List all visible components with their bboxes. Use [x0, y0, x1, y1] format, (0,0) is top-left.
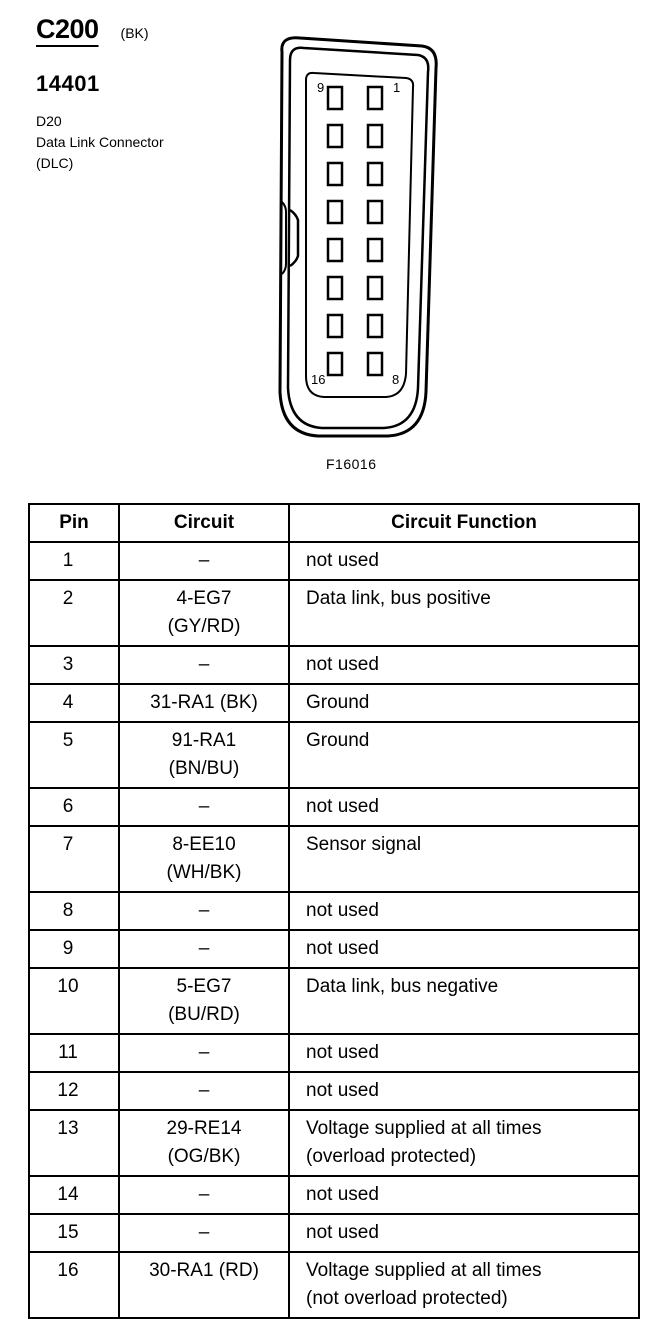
connector-diagram: [260, 30, 450, 450]
pin-socket: [328, 125, 342, 147]
circuit-line: –: [198, 550, 210, 571]
circuit-cell: [119, 1072, 289, 1110]
table-row: [29, 892, 639, 930]
pin-number-cell: 7: [29, 826, 119, 892]
connector-face-drawing: [260, 30, 450, 450]
circuit-cell: [119, 968, 289, 1034]
pin-sockets-right-column: [368, 87, 382, 375]
pin-label-1: 1: [393, 80, 401, 95]
pin-number-cell: 10: [29, 968, 119, 1034]
description-line: D20: [36, 113, 62, 129]
pin-socket: [368, 353, 382, 375]
table-header-row: [29, 504, 639, 542]
connector-key-notch-outer: [282, 202, 286, 274]
pin-socket: [328, 277, 342, 299]
connector-title-row: [36, 14, 286, 45]
connector-inner-cavity: [306, 73, 413, 397]
pin-socket: [328, 201, 342, 223]
pin-number-cell: 15: [29, 1214, 119, 1252]
circuit-cell: [119, 1214, 289, 1252]
circuit-cell: [119, 826, 289, 892]
circuit-cell: [119, 722, 289, 788]
function-line: Data link, bus positive: [306, 588, 491, 609]
circuit-function-cell: [289, 646, 639, 684]
circuit-function-cell: [289, 968, 639, 1034]
pin-socket: [368, 125, 382, 147]
function-line: (not overload protected): [306, 1288, 508, 1309]
connector-header: [36, 14, 286, 174]
pin-socket: [328, 87, 342, 109]
circuit-line: 8-EE10: [172, 834, 236, 855]
circuit-cell: [119, 1034, 289, 1072]
function-line: Voltage supplied at all times: [306, 1118, 542, 1139]
table-row: [29, 1214, 639, 1252]
table-row: [29, 1176, 639, 1214]
circuit-line: –: [198, 1080, 210, 1101]
table-row: [29, 542, 639, 580]
header-circuit: Circuit: [119, 504, 289, 542]
circuit-line: 4-EG7: [176, 588, 232, 609]
table-row: [29, 684, 639, 722]
function-line: not used: [306, 1184, 379, 1205]
circuit-line: 30-RA1 (RD): [149, 1260, 259, 1281]
pin-number-cell: 4: [29, 684, 119, 722]
connector-middle-shell: [288, 48, 428, 428]
connector-key-notch: [290, 210, 298, 266]
pin-label-16: 16: [311, 372, 326, 387]
circuit-function-cell: [289, 1176, 639, 1214]
circuit-cell: [119, 1176, 289, 1214]
circuit-cell: [119, 542, 289, 580]
circuit-function-cell: [289, 1072, 639, 1110]
pin-number-cell: 6: [29, 788, 119, 826]
circuit-cell: [119, 930, 289, 968]
pin-number-cell: 1: [29, 542, 119, 580]
pin-label-8: 8: [392, 372, 400, 387]
pin-socket: [328, 163, 342, 185]
function-line: not used: [306, 938, 379, 959]
circuit-line: 31-RA1 (BK): [150, 692, 258, 713]
circuit-function-cell: [289, 684, 639, 722]
table-row: [29, 968, 639, 1034]
function-line: (overload protected): [306, 1146, 477, 1167]
table-row: [29, 646, 639, 684]
circuit-line: –: [198, 654, 210, 675]
circuit-line: (OG/BK): [167, 1146, 241, 1167]
connector-color: (BK): [120, 25, 149, 41]
circuit-cell: [119, 1252, 289, 1318]
circuit-line: –: [198, 1222, 210, 1243]
function-line: not used: [306, 654, 379, 675]
function-line: Sensor signal: [306, 834, 422, 855]
pin-number-cell: 13: [29, 1110, 119, 1176]
pin-number-cell: 14: [29, 1176, 119, 1214]
circuit-function-cell: [289, 1034, 639, 1072]
header-circuit-function: Circuit Function: [289, 504, 639, 542]
header-pin: Pin: [29, 504, 119, 542]
circuit-function-cell: [289, 892, 639, 930]
circuit-line: (GY/RD): [167, 616, 241, 637]
pin-socket: [328, 353, 342, 375]
function-line: not used: [306, 796, 379, 817]
circuit-line: –: [198, 938, 210, 959]
function-line: Ground: [306, 692, 370, 713]
circuit-cell: [119, 646, 289, 684]
pin-socket: [368, 87, 382, 109]
function-line: Voltage supplied at all times: [306, 1260, 542, 1281]
circuit-cell: [119, 788, 289, 826]
part-number: 14401: [36, 71, 100, 96]
table-row: [29, 826, 639, 892]
circuit-line: –: [198, 796, 210, 817]
description-line: (DLC): [36, 155, 74, 171]
table-row: [29, 930, 639, 968]
circuit-line: 91-RA1: [171, 730, 237, 751]
circuit-function-cell: [289, 826, 639, 892]
table-row: [29, 1072, 639, 1110]
circuit-function-cell: [289, 1110, 639, 1176]
circuit-function-cell: [289, 1252, 639, 1318]
table-row: [29, 788, 639, 826]
circuit-cell: [119, 684, 289, 722]
circuit-function-cell: [289, 722, 639, 788]
circuit-function-cell: [289, 542, 639, 580]
function-line: not used: [306, 900, 379, 921]
pin-number-cell: 8: [29, 892, 119, 930]
description-line: Data Link Connector: [36, 134, 164, 150]
circuit-line: –: [198, 900, 210, 921]
circuit-line: –: [198, 1184, 210, 1205]
circuit-cell: [119, 892, 289, 930]
table-row: [29, 722, 639, 788]
connector-description: [36, 111, 286, 174]
circuit-cell: [119, 580, 289, 646]
pin-socket: [368, 163, 382, 185]
connector-id: C200: [36, 14, 99, 44]
pin-number-cell: 9: [29, 930, 119, 968]
pin-table-body: [29, 542, 639, 1318]
circuit-cell: [119, 1110, 289, 1176]
function-line: not used: [306, 1222, 379, 1243]
circuit-line: (WH/BK): [166, 862, 242, 883]
pin-socket: [368, 315, 382, 337]
circuit-line: –: [198, 1042, 210, 1063]
pin-label-9: 9: [317, 80, 325, 95]
figure-code: F16016: [326, 456, 377, 472]
pin-number-cell: 3: [29, 646, 119, 684]
function-line: Ground: [306, 730, 370, 751]
pin-number-cell: 12: [29, 1072, 119, 1110]
circuit-function-cell: [289, 788, 639, 826]
table-row: [29, 1034, 639, 1072]
pin-table: [28, 503, 640, 1319]
pin-socket: [368, 239, 382, 261]
pin-number-cell: 5: [29, 722, 119, 788]
circuit-function-cell: [289, 930, 639, 968]
table-row: [29, 580, 639, 646]
table-row: [29, 1252, 639, 1318]
pin-socket: [368, 277, 382, 299]
pin-number-cell: 2: [29, 580, 119, 646]
pin-socket: [368, 201, 382, 223]
pin-sockets-left-column: [328, 87, 342, 375]
circuit-line: (BN/BU): [168, 758, 240, 779]
pin-number-cell: 11: [29, 1034, 119, 1072]
table-row: [29, 1110, 639, 1176]
circuit-function-cell: [289, 1214, 639, 1252]
function-line: not used: [306, 1042, 379, 1063]
circuit-line: 5-EG7: [176, 976, 232, 997]
pin-socket: [328, 239, 342, 261]
circuit-line: (BU/RD): [168, 1004, 240, 1025]
function-line: Data link, bus negative: [306, 976, 499, 997]
circuit-line: 29-RE14: [166, 1118, 242, 1139]
pin-socket: [328, 315, 342, 337]
pin-number-cell: 16: [29, 1252, 119, 1318]
function-line: not used: [306, 550, 379, 571]
circuit-function-cell: [289, 580, 639, 646]
function-line: not used: [306, 1080, 379, 1101]
